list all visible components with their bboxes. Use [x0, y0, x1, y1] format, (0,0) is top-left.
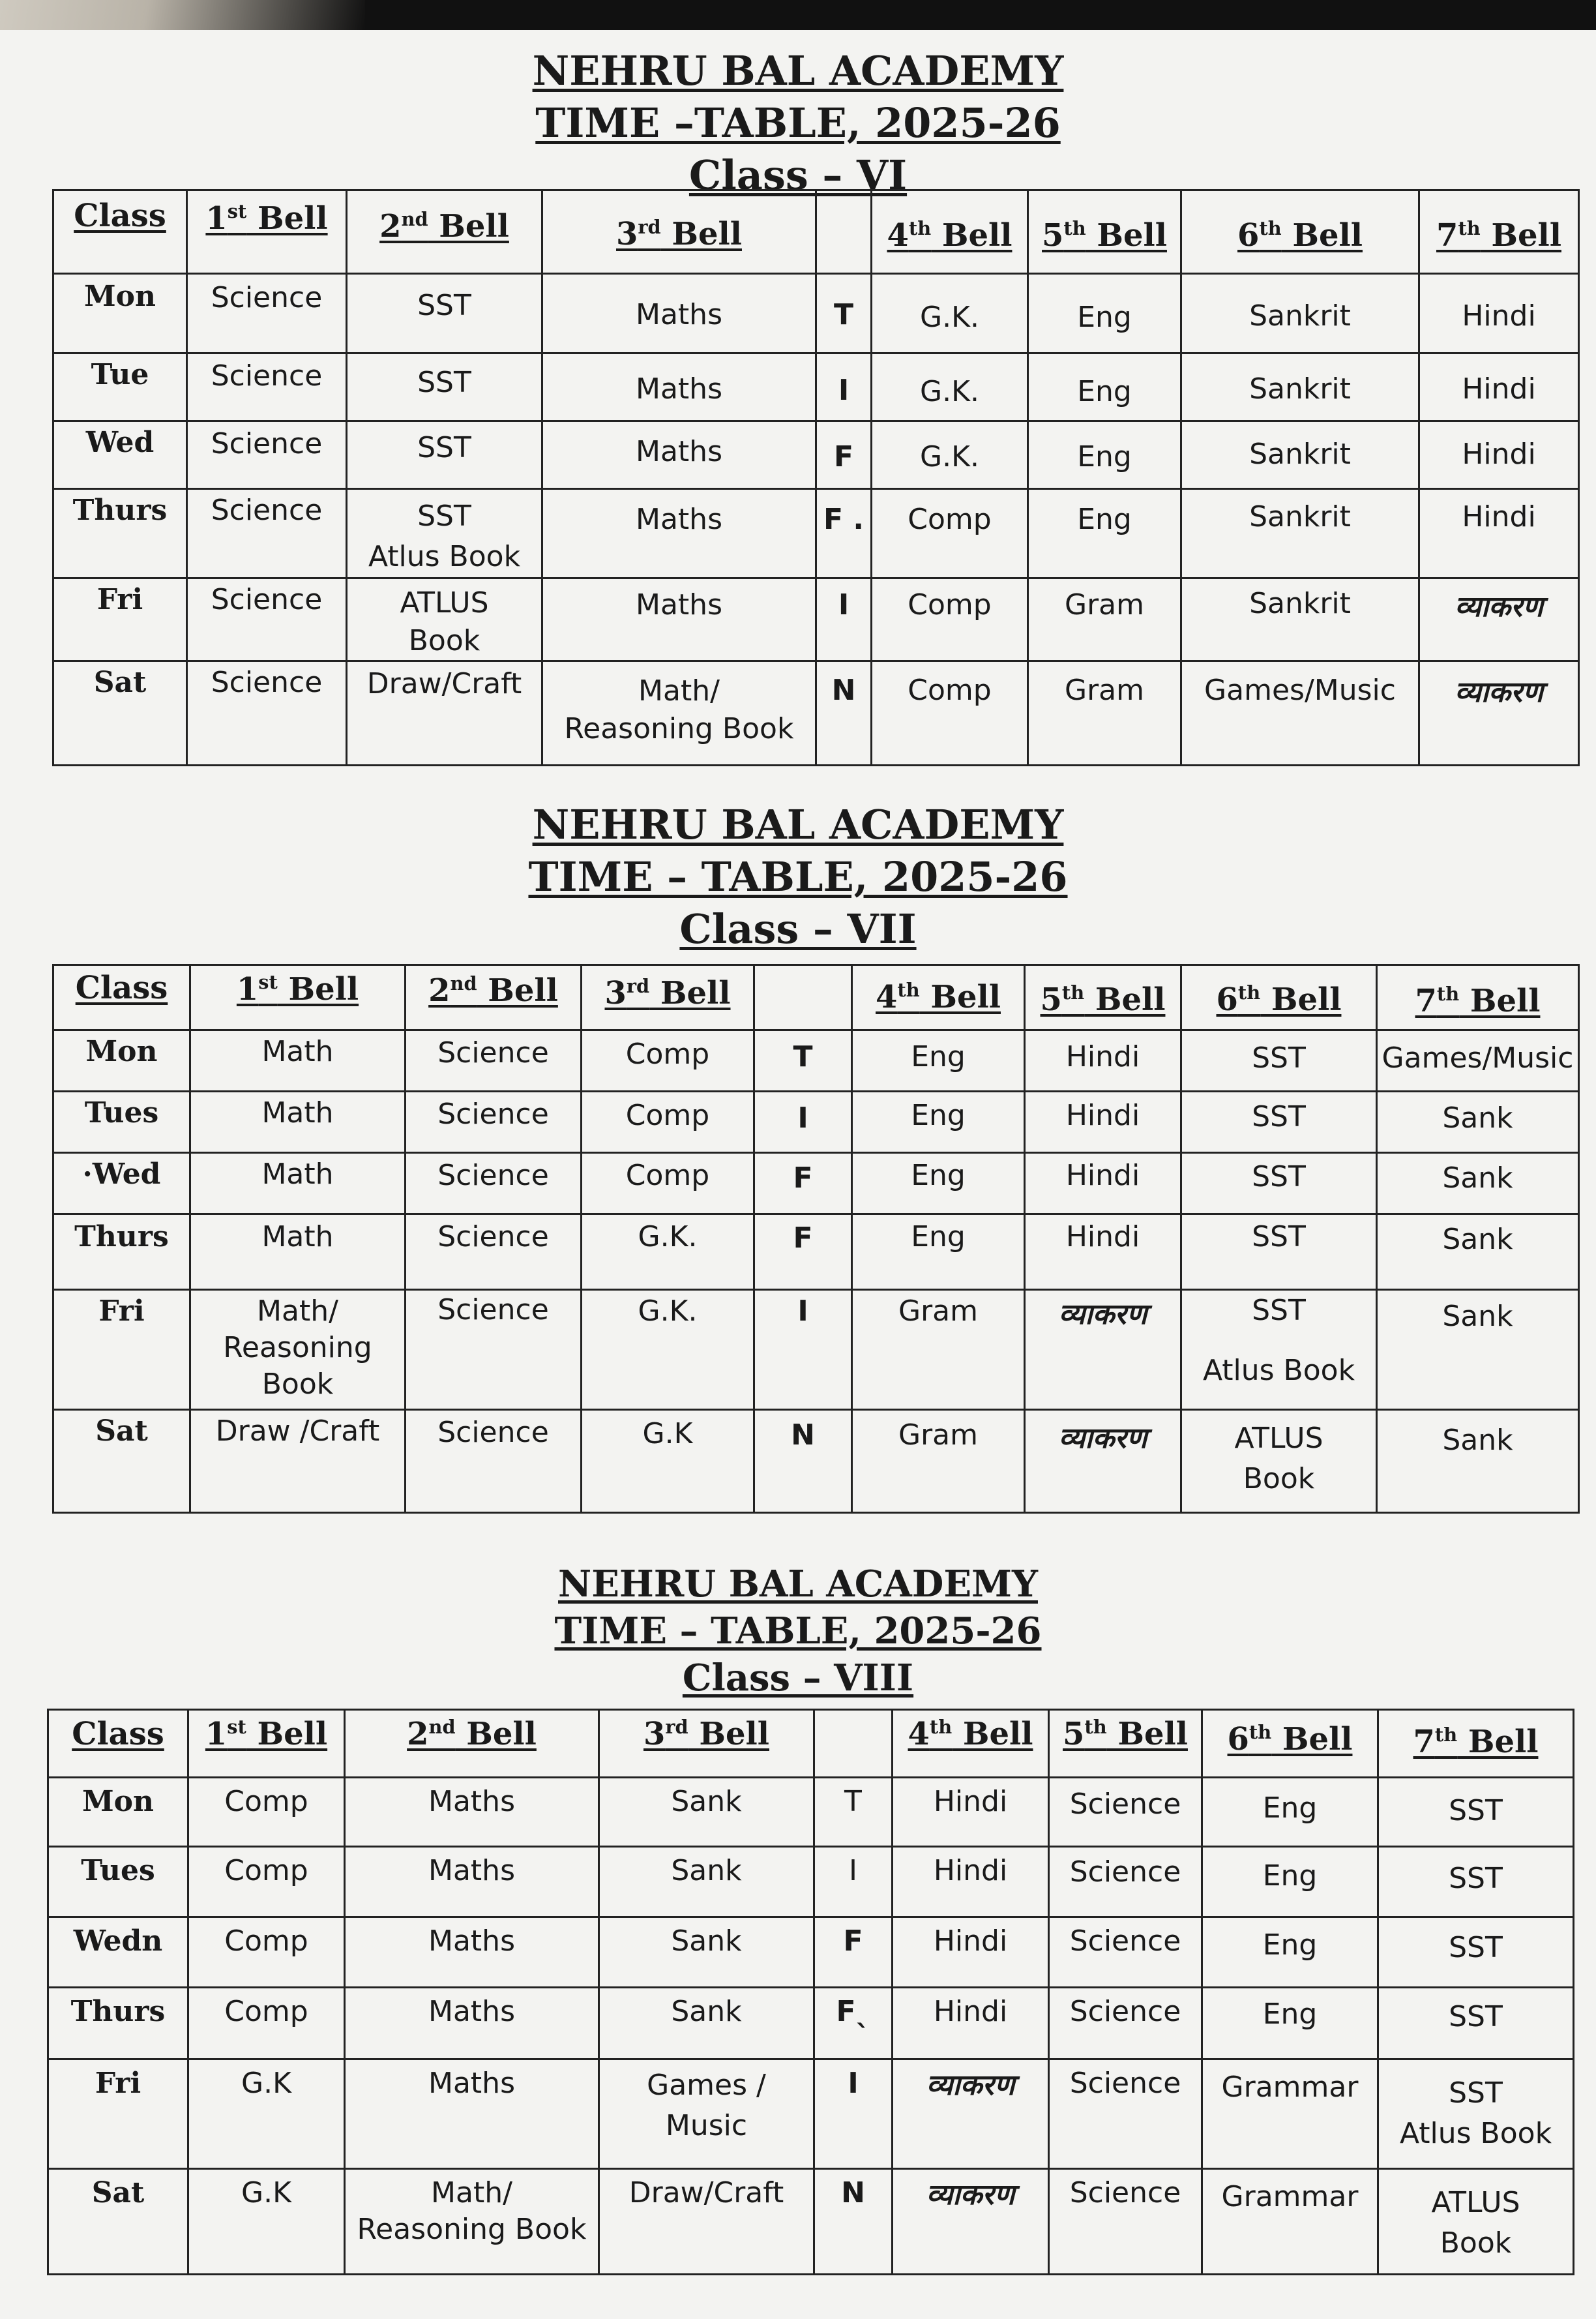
tiffin-cell: I: [816, 353, 872, 421]
bell-5-cell: Eng: [1028, 274, 1181, 353]
bell-1-cell: Comp: [188, 1917, 345, 1988]
header-bell-2: 2nd Bell: [406, 965, 582, 1030]
tiffin-cell: I: [754, 1290, 852, 1410]
bell-2-cell: Math/ Reasoning Book: [345, 2169, 599, 2275]
bell-4-cell: व्याकरण: [893, 2059, 1049, 2169]
bell-3-cell: Maths: [542, 421, 816, 489]
header-class: Class: [48, 1710, 188, 1778]
timetable-title: TIME – TABLE, 2025-26: [528, 853, 1068, 901]
bell-1-cell: Science: [187, 353, 347, 421]
tiffin-cell: I: [814, 2059, 893, 2169]
tiffin-cell: N: [814, 2169, 893, 2275]
bell-6-cell: Sankrit: [1181, 274, 1419, 353]
bell-4-cell: Eng: [852, 1153, 1025, 1214]
bell-5-cell: Science: [1049, 1917, 1202, 1988]
bell-5-cell: Science: [1049, 1847, 1202, 1917]
bell-6-cell: Eng: [1202, 1778, 1378, 1847]
bell-2-cell: SST: [347, 353, 542, 421]
tiffin-cell: F .: [816, 489, 872, 578]
bell-4-cell: Comp: [872, 661, 1028, 766]
bell-3-cell: Comp: [582, 1153, 754, 1214]
bell-4-cell: Comp: [872, 578, 1028, 661]
table-row: [53, 1290, 1579, 1410]
bell-6-cell: Eng: [1202, 1847, 1378, 1917]
bell-7-cell: Hindi: [1419, 353, 1579, 421]
bell-7-cell: Hindi: [1419, 489, 1579, 578]
header-bell-6: 6th Bell: [1181, 190, 1419, 274]
bell-5-cell: Hindi: [1025, 1030, 1181, 1092]
bell-4-cell: G.K.: [872, 274, 1028, 353]
bell-5-cell: Eng: [1028, 489, 1181, 578]
tiffin-cell: T: [814, 1778, 893, 1847]
bell-6-cell: SST: [1181, 1214, 1377, 1290]
bell-7-cell: व्याकरण: [1419, 578, 1579, 661]
table-row: [53, 274, 1579, 353]
bell-3-cell: Sank: [599, 1847, 814, 1917]
school-name: NEHRU BAL ACADEMY: [532, 801, 1064, 848]
bell-2-cell: Science: [406, 1290, 582, 1410]
header-bell-5: 5th Bell: [1025, 965, 1181, 1030]
table-row: [53, 421, 1579, 489]
bell-2-cell: Science: [406, 1410, 582, 1513]
day-cell: Fri: [53, 1290, 190, 1410]
bell-1-cell: Comp: [188, 1988, 345, 2059]
bell-4-cell: Gram: [852, 1290, 1025, 1410]
table-row: [48, 2059, 1574, 2169]
day-cell: Sat: [53, 661, 187, 766]
photo-top-edge: [0, 0, 1596, 30]
bell-1-cell: Science: [187, 661, 347, 766]
day-cell: Fri: [48, 2059, 188, 2169]
header-bell-6: 6th Bell: [1181, 965, 1377, 1030]
bell-2-cell: SST: [347, 421, 542, 489]
bell-4-cell: Eng: [852, 1030, 1025, 1092]
header-class: Class: [53, 965, 190, 1030]
bell-1-cell: Comp: [188, 1778, 345, 1847]
header-bell-2: 2nd Bell: [347, 190, 542, 274]
bell-5-cell: Hindi: [1025, 1092, 1181, 1153]
day-cell: Wed: [53, 421, 187, 489]
school-name: NEHRU BAL ACADEMY: [532, 47, 1064, 95]
table-row: [53, 353, 1579, 421]
tiffin-cell: I: [814, 1847, 893, 1917]
header-bell-1: 1st Bell: [188, 1710, 345, 1778]
bell-2-cell: Maths: [345, 1778, 599, 1847]
bell-5-cell: Science: [1049, 2169, 1202, 2275]
bell-6-cell: Sankrit: [1181, 421, 1419, 489]
header-tiffin: [754, 965, 852, 1030]
bell-2-cell: Science: [406, 1030, 582, 1092]
tiffin-cell: I: [754, 1092, 852, 1153]
bell-6-cell: Sankrit: [1181, 353, 1419, 421]
class-title: Class – VII: [679, 905, 917, 953]
header-bell-4: 4th Bell: [893, 1710, 1049, 1778]
table-row: [48, 1847, 1574, 1917]
tiffin-cell: F: [754, 1214, 852, 1290]
bell-3-cell: Math/ Reasoning Book: [542, 661, 816, 766]
bell-2-cell: Maths: [345, 1847, 599, 1917]
day-cell: Thurs: [48, 1988, 188, 2059]
header-bell-2: 2nd Bell: [345, 1710, 599, 1778]
bell-2-cell: Maths: [345, 1988, 599, 2059]
bell-5-cell: Science: [1049, 1778, 1202, 1847]
table-row: [53, 1030, 1579, 1092]
table-row: [53, 1410, 1579, 1513]
table-row: [48, 2169, 1574, 2275]
bell-4-cell: G.K.: [872, 353, 1028, 421]
bell-3-cell: G.K: [582, 1410, 754, 1513]
bell-7-cell: SST: [1378, 1778, 1574, 1847]
bell-1-cell: Comp: [188, 1847, 345, 1917]
day-cell: Mon: [53, 274, 187, 353]
bell-7-cell: Sank: [1377, 1092, 1579, 1153]
bell-5-cell: Hindi: [1025, 1214, 1181, 1290]
bell-2-cell: Maths: [345, 1917, 599, 1988]
bell-7-cell: ATLUS Book: [1378, 2169, 1574, 2275]
bell-4-cell: Hindi: [893, 1988, 1049, 2059]
tiffin-cell: T: [754, 1030, 852, 1092]
header-bell-6: 6th Bell: [1202, 1710, 1378, 1778]
bell-4-cell: व्याकरण: [893, 2169, 1049, 2275]
bell-7-cell: Sank: [1377, 1214, 1579, 1290]
day-cell: Tue: [53, 353, 187, 421]
header-bell-1: 1st Bell: [187, 190, 347, 274]
bell-3-cell: Maths: [542, 578, 816, 661]
bell-4-cell: Comp: [872, 489, 1028, 578]
bell-6-cell: Grammar: [1202, 2169, 1378, 2275]
class-title: Class – VI: [688, 151, 908, 199]
bell-1-cell: Math: [190, 1092, 406, 1153]
table-row: [48, 1988, 1574, 2059]
day-cell: Mon: [53, 1030, 190, 1092]
bell-3-cell: Comp: [582, 1030, 754, 1092]
table-row: [53, 1092, 1579, 1153]
tiffin-cell: F: [814, 1917, 893, 1988]
bell-5-cell: Gram: [1028, 661, 1181, 766]
bell-6-cell: ATLUS Book: [1181, 1410, 1377, 1513]
tiffin-cell: F: [754, 1153, 852, 1214]
bell-6-cell: SST: [1181, 1153, 1377, 1214]
bell-6-cell: Grammar: [1202, 2059, 1378, 2169]
header-bell-5: 5th Bell: [1028, 190, 1181, 274]
header-bell-4: 4th Bell: [852, 965, 1025, 1030]
timetable-title: TIME – TABLE, 2025-26: [554, 1609, 1042, 1653]
timetable-title: TIME –TABLE, 2025-26: [535, 99, 1061, 147]
bell-1-cell: Draw /Craft: [190, 1410, 406, 1513]
tiffin-cell: N: [754, 1410, 852, 1513]
bell-6-cell: Eng: [1202, 1988, 1378, 2059]
table-row: [53, 1214, 1579, 1290]
tiffin-cell: I: [816, 578, 872, 661]
bell-7-cell: Sank: [1377, 1290, 1579, 1410]
timetable-grid: [52, 964, 1580, 1514]
bell-7-cell: SST: [1378, 1988, 1574, 2059]
table-row: [53, 489, 1579, 578]
day-cell: Wedn: [48, 1917, 188, 1988]
table-row: [53, 578, 1579, 661]
table-row: [53, 661, 1579, 766]
bell-1-cell: Science: [187, 421, 347, 489]
bell-3-cell: Sank: [599, 1988, 814, 2059]
day-cell: Thurs: [53, 489, 187, 578]
bell-5-cell: व्याकरण: [1025, 1290, 1181, 1410]
bell-7-cell: SST: [1378, 1847, 1574, 1917]
bell-7-cell: Hindi: [1419, 274, 1579, 353]
header-class: Class: [53, 190, 187, 274]
bell-2-cell: Science: [406, 1153, 582, 1214]
bell-2-cell: SST: [347, 274, 542, 353]
header-bell-7: 7th Bell: [1419, 190, 1579, 274]
day-cell: Tues: [53, 1092, 190, 1153]
day-cell: Fri: [53, 578, 187, 661]
bell-6-cell: SST: [1181, 1092, 1377, 1153]
bell-5-cell: Hindi: [1025, 1153, 1181, 1214]
header-bell-1: 1st Bell: [190, 965, 406, 1030]
bell-4-cell: Eng: [852, 1092, 1025, 1153]
bell-4-cell: Hindi: [893, 1847, 1049, 1917]
bell-2-cell: Science: [406, 1214, 582, 1290]
bell-3-cell: Draw/Craft: [599, 2169, 814, 2275]
bell-5-cell: Eng: [1028, 353, 1181, 421]
bell-1-cell: G.K: [188, 2169, 345, 2275]
timetable-grid: [47, 1709, 1574, 2275]
bell-2-cell: SST Atlus Book: [347, 489, 542, 578]
bell-4-cell: Hindi: [893, 1917, 1049, 1988]
header-tiffin: [816, 190, 872, 274]
bell-6-cell: SST: [1181, 1030, 1377, 1092]
bell-3-cell: G.K.: [582, 1214, 754, 1290]
class-title: Class – VIII: [682, 1656, 914, 1699]
bell-3-cell: Maths: [542, 274, 816, 353]
day-cell: Sat: [53, 1410, 190, 1513]
bell-5-cell: व्याकरण: [1025, 1410, 1181, 1513]
bell-3-cell: G.K.: [582, 1290, 754, 1410]
tiffin-cell: T: [816, 274, 872, 353]
bell-1-cell: Science: [187, 274, 347, 353]
day-cell: Mon: [48, 1778, 188, 1847]
header-bell-3: 3rd Bell: [542, 190, 816, 274]
day-cell: Thurs: [53, 1214, 190, 1290]
bell-5-cell: Science: [1049, 2059, 1202, 2169]
bell-1-cell: Science: [187, 578, 347, 661]
bell-7-cell: SST: [1378, 1917, 1574, 1988]
tiffin-cell: Fˎ: [814, 1988, 893, 2059]
header-bell-4: 4th Bell: [872, 190, 1028, 274]
bell-7-cell: Games/Music: [1377, 1030, 1579, 1092]
bell-2-cell: Maths: [345, 2059, 599, 2169]
bell-5-cell: Science: [1049, 1988, 1202, 2059]
bell-6-cell: Games/Music: [1181, 661, 1419, 766]
header-bell-7: 7th Bell: [1378, 1710, 1574, 1778]
header-bell-3: 3rd Bell: [582, 965, 754, 1030]
bell-7-cell: व्याकरण: [1419, 661, 1579, 766]
table-row: [48, 1917, 1574, 1988]
timetable-grid: [52, 189, 1580, 766]
bell-3-cell: Maths: [542, 353, 816, 421]
bell-2-cell: Science: [406, 1092, 582, 1153]
bell-4-cell: Eng: [852, 1214, 1025, 1290]
bell-5-cell: Eng: [1028, 421, 1181, 489]
tiffin-cell: F: [816, 421, 872, 489]
bell-7-cell: Sank: [1377, 1410, 1579, 1513]
bell-5-cell: Gram: [1028, 578, 1181, 661]
bell-1-cell: Math: [190, 1214, 406, 1290]
bell-1-cell: Math: [190, 1153, 406, 1214]
day-cell: Sat: [48, 2169, 188, 2275]
bell-6-cell: SST Atlus Book: [1181, 1290, 1377, 1410]
bell-3-cell: Sank: [599, 1778, 814, 1847]
day-cell: ·Wed: [53, 1153, 190, 1214]
bell-2-cell: ATLUS Book: [347, 578, 542, 661]
bell-3-cell: Sank: [599, 1917, 814, 1988]
header-bell-5: 5th Bell: [1049, 1710, 1202, 1778]
table-row: [48, 1778, 1574, 1847]
bell-7-cell: Hindi: [1419, 421, 1579, 489]
bell-1-cell: Math/ Reasoning Book: [190, 1290, 406, 1410]
bell-4-cell: Hindi: [893, 1778, 1049, 1847]
bell-4-cell: Gram: [852, 1410, 1025, 1513]
bell-6-cell: Sankrit: [1181, 489, 1419, 578]
header-bell-7: 7th Bell: [1377, 965, 1579, 1030]
bell-3-cell: Comp: [582, 1092, 754, 1153]
bell-2-cell: Draw/Craft: [347, 661, 542, 766]
bell-3-cell: Maths: [542, 489, 816, 578]
bell-6-cell: Eng: [1202, 1917, 1378, 1988]
bell-7-cell: Sank: [1377, 1153, 1579, 1214]
table-row: [53, 1153, 1579, 1214]
school-name: NEHRU BAL ACADEMY: [558, 1563, 1038, 1606]
header-tiffin: [814, 1710, 893, 1778]
bell-1-cell: Math: [190, 1030, 406, 1092]
day-cell: Tues: [48, 1847, 188, 1917]
bell-3-cell: Games / Music: [599, 2059, 814, 2169]
bell-7-cell: SST Atlus Book: [1378, 2059, 1574, 2169]
bell-1-cell: Science: [187, 489, 347, 578]
bell-4-cell: G.K.: [872, 421, 1028, 489]
header-bell-3: 3rd Bell: [599, 1710, 814, 1778]
bell-6-cell: Sankrit: [1181, 578, 1419, 661]
bell-1-cell: G.K: [188, 2059, 345, 2169]
tiffin-cell: N: [816, 661, 872, 766]
